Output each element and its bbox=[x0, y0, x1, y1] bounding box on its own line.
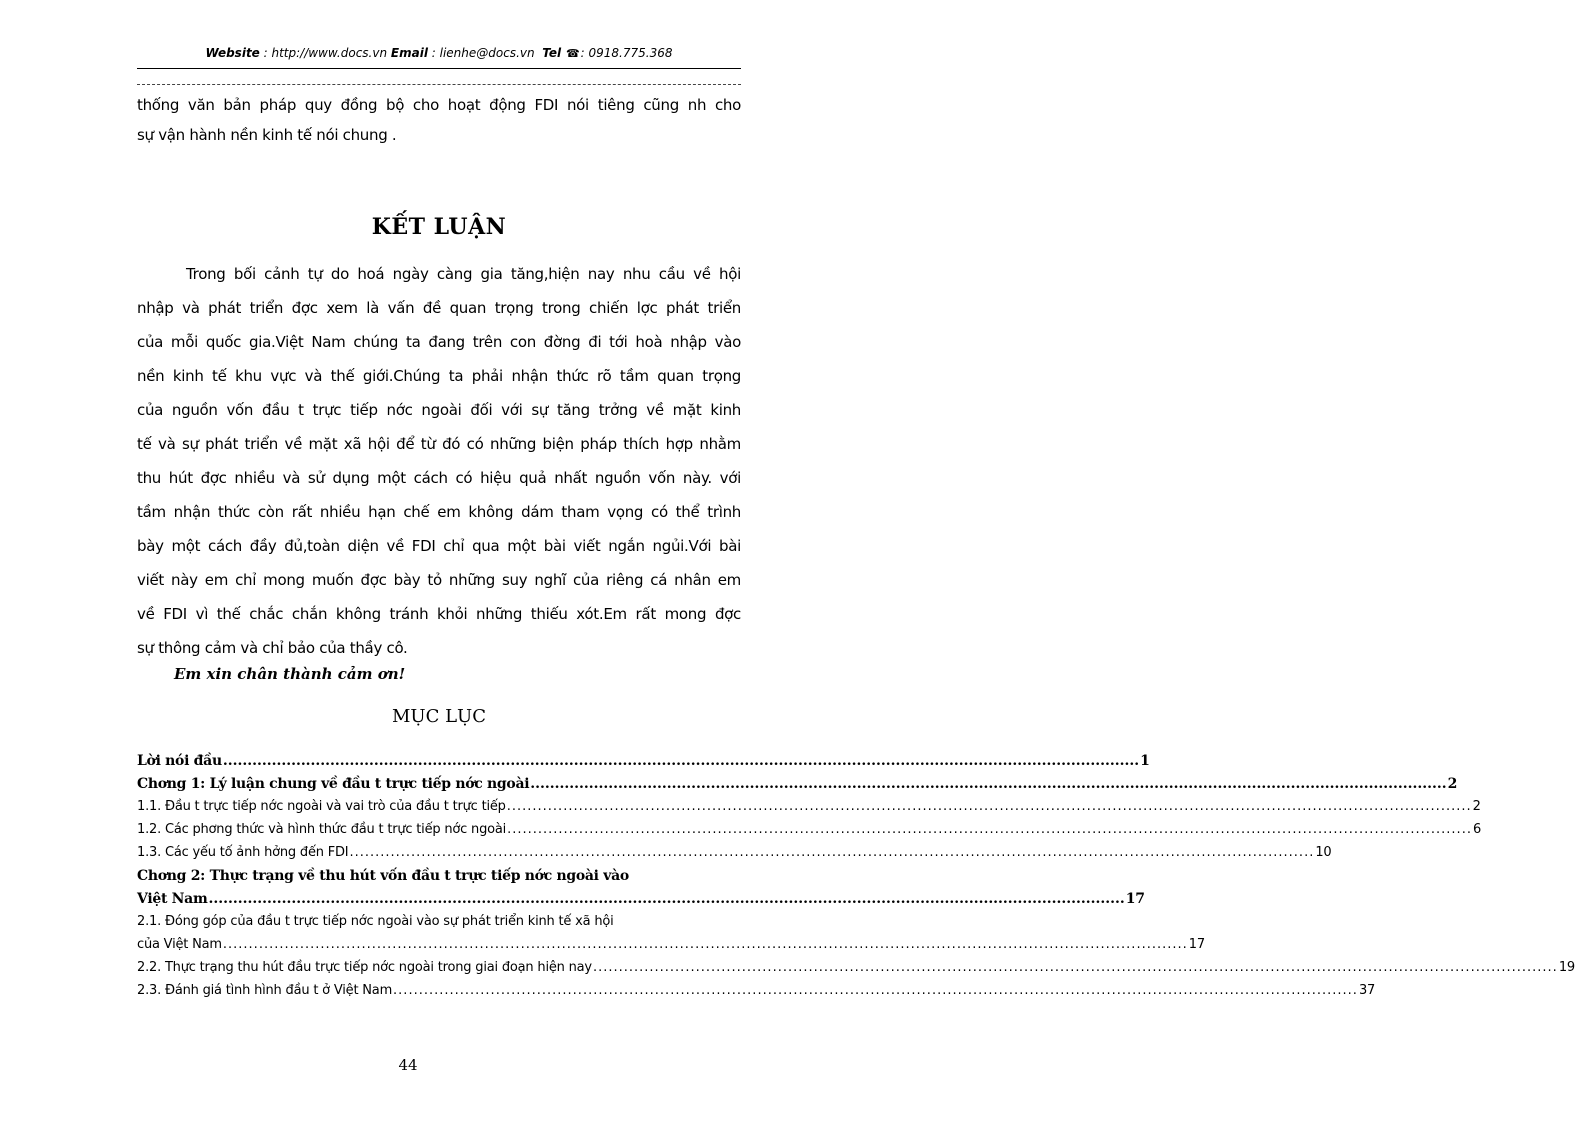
toc-entry[interactable] bbox=[137, 753, 1150, 776]
toc-leader: ............................................................................................................................................................................................ bbox=[222, 937, 1188, 952]
toc-entry-text: 2.2. Thực trạng thu hút đầu trực tiếp nớc ngoài trong giai đoạn hiện nay bbox=[137, 960, 592, 975]
page-number: 44 bbox=[398, 1056, 418, 1074]
tel-number: 0918.775.368 bbox=[588, 46, 673, 60]
conclusion-line: tầm nhận thức còn rất nhiều hạn chế em không dám tham vọng có thể trình bbox=[137, 503, 741, 521]
toc-leader: ............................................................................................................................................................................................ bbox=[349, 845, 1315, 860]
toc-entry-text: 2.3. Đánh giá tình hình đầu t ở Việt Nam bbox=[137, 983, 393, 998]
toc-entry[interactable] bbox=[137, 845, 1332, 868]
website-url[interactable]: http://www.docs.vn bbox=[271, 46, 388, 60]
conclusion-paragraph bbox=[137, 257, 741, 665]
toc-entry-page: 2 bbox=[1472, 799, 1481, 814]
toc-entry[interactable] bbox=[137, 914, 777, 937]
toc-leader: ............................................................................................................................................................................................ bbox=[530, 776, 1447, 792]
toc-entry[interactable] bbox=[137, 822, 1482, 845]
conclusion-line: Trong bối cảnh tự do hoá ngày càng gia tăng,hiện nay nhu cầu về hội bbox=[186, 265, 741, 283]
toc-entry-page: 19 bbox=[1558, 960, 1575, 975]
toc-leader: ............................................................................................................................................................................................ bbox=[507, 822, 1472, 837]
header-rule bbox=[137, 68, 741, 69]
conclusion-line: sự thông cảm và chỉ bảo của thầy cô. bbox=[137, 639, 408, 657]
toc-entry-page: 17 bbox=[1125, 891, 1145, 907]
toc-entry-page: 37 bbox=[1358, 983, 1376, 998]
website-label: Website bbox=[205, 46, 260, 60]
toc-entry[interactable] bbox=[137, 868, 777, 891]
toc-entry-text: của Việt Nam bbox=[137, 937, 222, 952]
conclusion-title: KẾT LUẬN bbox=[371, 214, 507, 240]
intro-line: sự vận hành nền kinh tế nói chung . bbox=[137, 126, 397, 144]
intro-paragraph bbox=[137, 90, 741, 150]
toc-leader: ............................................................................................................................................................................................ bbox=[506, 799, 1472, 814]
tel-label: Tel bbox=[542, 46, 562, 60]
toc-leader: ............................................................................................................................................................................................ bbox=[592, 960, 1558, 975]
toc-entry-page: 1 bbox=[1140, 753, 1150, 769]
toc-entry[interactable] bbox=[137, 799, 1481, 822]
toc-entry-text: Chơng 1: Lý luận chung về đầu t trực tiếp nớc ngoài bbox=[137, 776, 530, 792]
toc-leader: ............................................................................................................................................................................................ bbox=[208, 891, 1125, 907]
toc-leader: ............................................................................................................................................................................................ bbox=[393, 983, 1358, 998]
table-of-contents bbox=[137, 753, 1575, 1006]
email-address[interactable]: lienhe@docs.vn bbox=[439, 46, 535, 60]
toc-entry-page: 6 bbox=[1472, 822, 1482, 837]
conclusion-line: viết này em chỉ mong muốn đợc bày tỏ những suy nghĩ của riêng cá nhân em bbox=[137, 571, 741, 589]
conclusion-line: tế và sự phát triển về mặt xã hội để từ đó có những biện pháp thích hợp nhằm bbox=[137, 435, 741, 453]
toc-entry-text: Chơng 2: Thực trạng về thu hút vốn đầu t trực tiếp nớc ngoài vào bbox=[137, 868, 629, 884]
conclusion-line: nhập và phát triển đợc xem là vấn đề quan trọng trong chiến lợc phát triển bbox=[137, 299, 741, 317]
toc-entry-text: 1.3. Các yếu tố ảnh hởng đến FDI bbox=[137, 845, 349, 860]
conclusion-line: của mỗi quốc gia.Việt Nam chúng ta đang trên con đờng đi tới hoà nhập vào bbox=[137, 333, 741, 351]
toc-title: MỤC LỤC bbox=[392, 706, 486, 727]
thanks-line: Em xin chân thành cảm ơn! bbox=[174, 665, 406, 683]
toc-entry-text: Lời nói đầu bbox=[137, 753, 222, 769]
phone-icon: ☎ bbox=[565, 47, 580, 60]
toc-entry[interactable] bbox=[137, 983, 1376, 1006]
toc-entry-continuation[interactable] bbox=[137, 891, 1145, 914]
conclusion-line: của nguồn vốn đầu t trực tiếp nớc ngoài đối với sự tăng trởng về mặt kinh bbox=[137, 401, 741, 419]
toc-entry-page: 2 bbox=[1447, 776, 1458, 792]
toc-entry[interactable] bbox=[137, 776, 1458, 799]
toc-entry-continuation[interactable] bbox=[137, 937, 1205, 960]
toc-entry-page: 17 bbox=[1188, 937, 1205, 952]
email-label: Email bbox=[390, 46, 428, 60]
page-header: Website : http://www.docs.vn Email : lienhe@docs.vn Tel ☎: 0918.775.368 bbox=[205, 46, 673, 60]
conclusion-line: nền kinh tế khu vực và thế giới.Chúng ta phải nhận thức rõ tầm quan trọng bbox=[137, 367, 741, 385]
toc-entry-text: Việt Nam bbox=[137, 891, 208, 907]
header-rule-dashed bbox=[137, 84, 741, 85]
conclusion-line: về FDI vì thế chắc chắn không tránh khỏi những thiếu xót.Em rất mong đợc bbox=[137, 605, 741, 623]
toc-entry-text: 1.1. Đầu t trực tiếp nớc ngoài và vai trò của đầu t trực tiếp bbox=[137, 799, 506, 814]
toc-entry-text: 2.1. Đóng góp của đầu t trực tiếp nớc ngoài vào sự phát triển kinh tế xã hội bbox=[137, 914, 614, 929]
toc-entry-text: 1.2. Các phơng thức và hình thức đầu t trực tiếp nớc ngoài bbox=[137, 822, 507, 837]
intro-line: thống văn bản pháp quy đồng bộ cho hoạt động FDI nói tiêng cũng nh cho bbox=[137, 96, 741, 114]
toc-leader: ............................................................................................................................................................................................ bbox=[222, 753, 1140, 769]
toc-entry[interactable] bbox=[137, 960, 1575, 983]
conclusion-line: bày một cách đầy đủ,toàn diện về FDI chỉ qua một bài viết ngắn ngủi.Với bài bbox=[137, 537, 741, 555]
toc-entry-page: 10 bbox=[1315, 845, 1332, 860]
conclusion-line: thu hút đợc nhiều và sử dụng một cách có hiệu quả nhất nguồn vốn này. với bbox=[137, 469, 741, 487]
